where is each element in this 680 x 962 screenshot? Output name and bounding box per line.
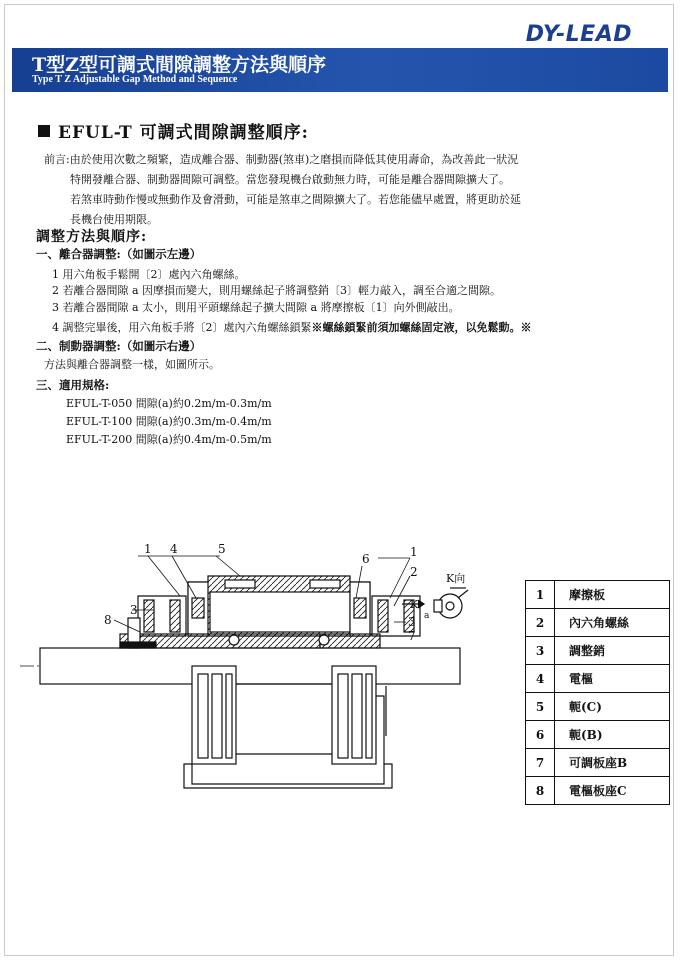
preface-line-3: 若煞車時動作慢或無動作及會滑動，可能是煞車之間隙擴大了。若您能儘早處置，將更助於延 [70, 193, 521, 206]
brake-title: 二、制動器調整:（如圖示右邊） [36, 339, 202, 353]
table-row [526, 609, 670, 637]
banner-title-en: Type T Z Adjustable Gap Method and Sequence [32, 74, 238, 85]
part-number: 4 [526, 665, 555, 693]
brand-logo: DY-LEAD [525, 22, 632, 47]
callout-1-right: 1 [410, 545, 418, 559]
part-number: 5 [526, 693, 555, 721]
table-row [526, 777, 670, 805]
clutch-step-4 [52, 319, 532, 335]
spec-row-100: EFUL-T-100 間隙(a)約0.3m/m-0.4m/m [66, 415, 272, 428]
part-name: 軛(B) [555, 721, 670, 749]
callout-5: 5 [218, 542, 226, 556]
cross-section-drawing [20, 536, 480, 796]
table-row [526, 637, 670, 665]
square-bullet-icon [38, 125, 50, 137]
banner-title-zh: T型Z型可調式間隙調整方法與順序 [32, 54, 327, 76]
table-row [526, 693, 670, 721]
method-title: 調整方法與順序: [36, 229, 148, 245]
table-row [526, 721, 670, 749]
preface-line-2: 特開發離合器、制動器間隙可調整。當您發現機台啟動無力時，可能是離合器間隙擴大了。 [70, 173, 510, 186]
clutch-step-2: 2 若離合器間隙 a 因摩損而變大，則用螺絲起子將調整銷〔3〕輕力敲入，調至合適之間隙。 [52, 284, 502, 297]
part-number: 6 [526, 721, 555, 749]
callout-7: 7 [408, 629, 416, 643]
gap-label: a [424, 611, 430, 621]
spec-row-050: EFUL-T-050 間隙(a)約0.2m/m-0.3m/m [66, 397, 272, 410]
part-number: 7 [526, 749, 555, 777]
part-name: 內六角螺絲 [555, 609, 670, 637]
clutch-step-1: 1 用六角板手鬆開〔2〕處內六角螺絲。 [52, 268, 246, 281]
part-number: 2 [526, 609, 555, 637]
part-name: 調整銷 [555, 637, 670, 665]
preface-line-4: 長機台使用期限。 [70, 213, 158, 226]
callout-1-left: 1 [144, 542, 152, 556]
part-name: 摩擦板 [555, 581, 670, 609]
table-row [526, 749, 670, 777]
callout-2: 2 [410, 565, 418, 579]
page-frame [4, 4, 674, 956]
table-row [526, 665, 670, 693]
part-name: 可調板座B [555, 749, 670, 777]
clutch-step-3: 3 若離合器間隙 a 太小，則用平頭螺絲起子擴大間隙 a 將摩擦板〔1〕向外側敲出。 [52, 301, 460, 314]
part-name: 軛(C) [555, 693, 670, 721]
part-name: 電樞板座C [555, 777, 670, 805]
preface-line-1: 前言:由於使用次數之頻繁，造成離合器、制動器(煞車)之磨損而降低其使用壽命，為改善此一狀況 [44, 153, 519, 166]
callout-8: 8 [104, 613, 112, 627]
clutch-step-4-note: ※螺絲鎖緊前須加螺絲固定液，以免鬆動。※ [311, 321, 532, 334]
k-view-label: K向 [446, 572, 466, 585]
callout-3-left: 3 [130, 603, 138, 617]
part-number: 3 [526, 637, 555, 665]
part-number: 1 [526, 581, 555, 609]
brake-text: 方法與離合器調整一樣，如圖所示。 [44, 358, 220, 371]
callout-4: 4 [170, 542, 178, 556]
title-banner [12, 48, 668, 92]
part-number: 8 [526, 777, 555, 805]
clutch-step-4-text: 4 調整完畢後，用六角板手將〔2〕處內六角螺絲鎖緊 [52, 321, 312, 334]
section-heading [38, 118, 309, 143]
spec-title: 三、適用規格: [36, 378, 110, 392]
table-row [526, 581, 670, 609]
parts-table [525, 580, 670, 805]
spec-row-200: EFUL-T-200 間隙(a)約0.4m/m-0.5m/m [66, 433, 272, 446]
section-heading-text: EFUL-T 可調式間隙調整順序: [58, 123, 309, 143]
callout-6: 6 [362, 552, 370, 566]
part-name: 電樞 [555, 665, 670, 693]
clutch-title: 一、離合器調整:（如圖示左邊） [36, 247, 202, 261]
k-marker: K [410, 598, 419, 611]
callout-3-right: 3 [408, 615, 416, 629]
